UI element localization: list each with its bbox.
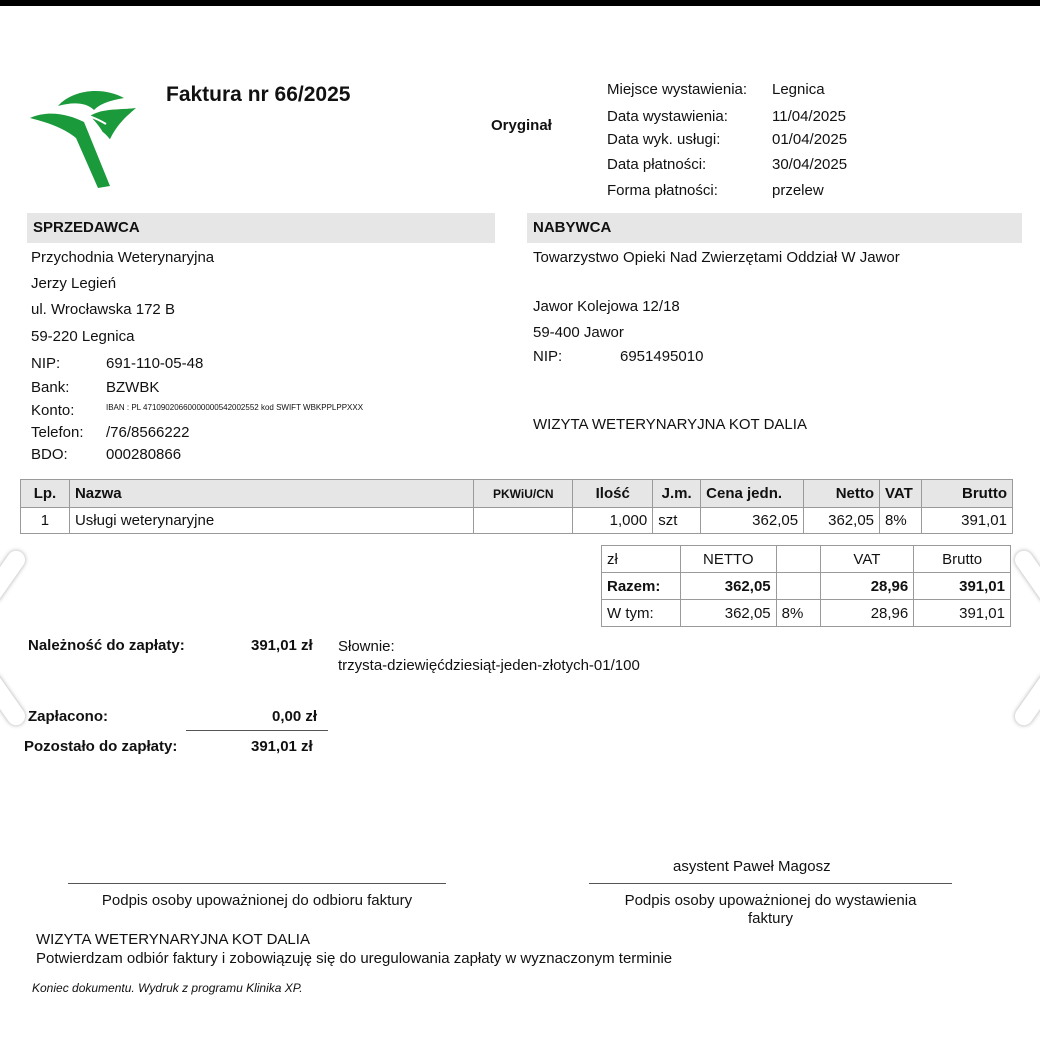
paid-value: 0,00 zł xyxy=(272,708,318,725)
buyer-address: Jawor Kolejowa 12/18 xyxy=(533,298,680,315)
seller-konto: IBAN : PL 47109020660000000542002552 kod SWIFT WBKPPLPPXXX xyxy=(106,403,364,412)
meta-label-payment-date: Data płatności: xyxy=(607,156,707,173)
paid-divider xyxy=(186,730,328,731)
chevron-left-icon-lower xyxy=(0,669,29,728)
seller-tel-label: Telefon: xyxy=(31,424,84,441)
meta-value-payment-form: przelew xyxy=(772,182,824,199)
receiver-signature-caption: Podpis osoby upoważnionej do odbioru faktury xyxy=(101,892,413,909)
summary-breakdown-row xyxy=(602,600,1011,627)
col-net: Netto xyxy=(804,480,880,508)
col-lp: Lp. xyxy=(21,480,70,508)
issuer-name: asystent Paweł Magosz xyxy=(673,858,831,875)
issuer-signature-caption: Podpis osoby upoważnionej do wystawienia xyxy=(624,892,917,909)
cell-lp: 1 xyxy=(21,508,70,534)
buyer-name: Towarzystwo Opieki Nad Zwierzętami Oddział W Jawor xyxy=(533,249,900,266)
sum-hdr-vat: VAT xyxy=(820,546,914,573)
cell-unit-price: 362,05 xyxy=(701,508,804,534)
buyer-nip: 6951495010 xyxy=(620,348,704,365)
chevron-right-icon-lower xyxy=(1011,669,1040,728)
original-label: Oryginał xyxy=(491,117,552,134)
bird-logo-icon xyxy=(28,88,140,190)
seller-bank-label: Bank: xyxy=(31,379,70,396)
cell-qty: 1,000 xyxy=(573,508,653,534)
seller-line: 59-220 Legnica xyxy=(31,328,135,345)
chevron-right-icon xyxy=(1011,547,1040,606)
seller-bdo-label: BDO: xyxy=(31,446,68,463)
remaining-label: Pozostało do zapłaty: xyxy=(24,738,178,755)
col-pkwiu: PKWiU/CN xyxy=(474,480,573,508)
seller-nip-label: NIP: xyxy=(31,355,61,372)
sum-breakdown-gross: 391,01 xyxy=(914,600,1011,627)
summary-header-row xyxy=(602,546,1011,573)
sum-hdr-currency: zł xyxy=(602,546,681,573)
sum-breakdown-vat: 28,96 xyxy=(820,600,914,627)
meta-label-service-date: Data wyk. usługi: xyxy=(607,131,721,148)
prev-page-button[interactable] xyxy=(0,520,60,770)
col-name: Nazwa xyxy=(69,480,473,508)
buyer-note: WIZYTA WETERYNARYJNA KOT DALIA xyxy=(533,416,807,433)
sum-total-label: Razem: xyxy=(602,573,681,600)
meta-label-place: Miejsce wystawienia: xyxy=(607,81,748,98)
meta-value-service-date: 01/04/2025 xyxy=(772,131,848,148)
meta-label-payment-form: Forma płatności: xyxy=(607,182,718,199)
cell-gross: 391,01 xyxy=(922,508,1013,534)
meta-value-place: Legnica xyxy=(772,81,825,98)
table-row xyxy=(21,508,1013,534)
invoice-title: Faktura nr 66/2025 xyxy=(166,83,351,106)
cell-name: Usługi weterynaryjne xyxy=(69,508,473,534)
sum-total-vat: 28,96 xyxy=(820,573,914,600)
amount-in-words: trzysta-dziewięćdziesiąt-jeden-złotych-01/100 xyxy=(338,657,640,674)
receiver-signature-line xyxy=(68,883,446,884)
footer-note: WIZYTA WETERYNARYJNA KOT DALIA xyxy=(36,931,310,948)
sum-hdr-net: NETTO xyxy=(680,546,776,573)
buyer-heading: NABYWCA xyxy=(527,213,1022,243)
footer-confirmation: Potwierdzam odbiór faktury i zobowiązuję się do uregulowania zapłaty w wyznaczonym terminie xyxy=(36,950,673,967)
sum-breakdown-label: W tym: xyxy=(602,600,681,627)
cell-unit: szt xyxy=(653,508,701,534)
col-qty: Ilość xyxy=(573,480,653,508)
seller-line: Jerzy Legień xyxy=(31,275,117,292)
top-bar xyxy=(0,0,1040,6)
sum-breakdown-net: 362,05 xyxy=(680,600,776,627)
sum-total-rate xyxy=(776,573,820,600)
issuer-signature-caption-2: faktury xyxy=(747,910,793,927)
seller-konto-label: Konto: xyxy=(31,402,75,419)
meta-label-issue-date: Data wystawienia: xyxy=(607,108,728,125)
meta-value-payment-date: 30/04/2025 xyxy=(772,156,848,173)
seller-bank: BZWBK xyxy=(106,379,160,396)
seller-nip: 691-110-05-48 xyxy=(106,355,204,372)
buyer-nip-label: NIP: xyxy=(533,348,563,365)
summary-total-row xyxy=(602,573,1011,600)
chevron-left-icon xyxy=(0,547,29,606)
seller-tel: /76/8566222 xyxy=(106,424,190,441)
seller-line: ul. Wrocławska 172 B xyxy=(31,301,175,318)
seller-bdo: 000280866 xyxy=(106,446,182,463)
words-label: Słownie: xyxy=(338,638,395,655)
items-header-row xyxy=(21,480,1013,508)
col-vat: VAT xyxy=(880,480,922,508)
paid-label: Zapłacono: xyxy=(28,708,109,725)
seller-heading: SPRZEDAWCA xyxy=(27,213,495,243)
col-unit: J.m. xyxy=(653,480,701,508)
cell-vat: 8% xyxy=(880,508,922,534)
seller-line: Przychodnia Weterynaryjna xyxy=(31,249,215,266)
col-unit-price: Cena jedn. xyxy=(701,480,804,508)
next-page-button[interactable] xyxy=(980,520,1040,770)
remaining-value: 391,01 zł xyxy=(251,738,313,755)
sum-total-gross: 391,01 xyxy=(914,573,1011,600)
sum-hdr-gross: Brutto xyxy=(914,546,1011,573)
buyer-postcode: 59-400 Jawor xyxy=(533,324,624,341)
due-label: Należność do zapłaty: xyxy=(28,637,185,654)
summary-table xyxy=(601,545,1011,627)
items-table xyxy=(20,479,1013,534)
issuer-signature-line xyxy=(589,883,952,884)
meta-value-issue-date: 11/04/2025 xyxy=(772,108,846,125)
cell-pkwiu xyxy=(474,508,573,534)
sum-breakdown-rate: 8% xyxy=(776,600,820,627)
due-value: 391,01 zł xyxy=(251,637,313,654)
footer-end: Koniec dokumentu. Wydruk z programu Klinika XP. xyxy=(32,981,303,995)
col-gross: Brutto xyxy=(922,480,1013,508)
sum-total-net: 362,05 xyxy=(680,573,776,600)
sum-hdr-rate xyxy=(776,546,820,573)
cell-net: 362,05 xyxy=(804,508,880,534)
